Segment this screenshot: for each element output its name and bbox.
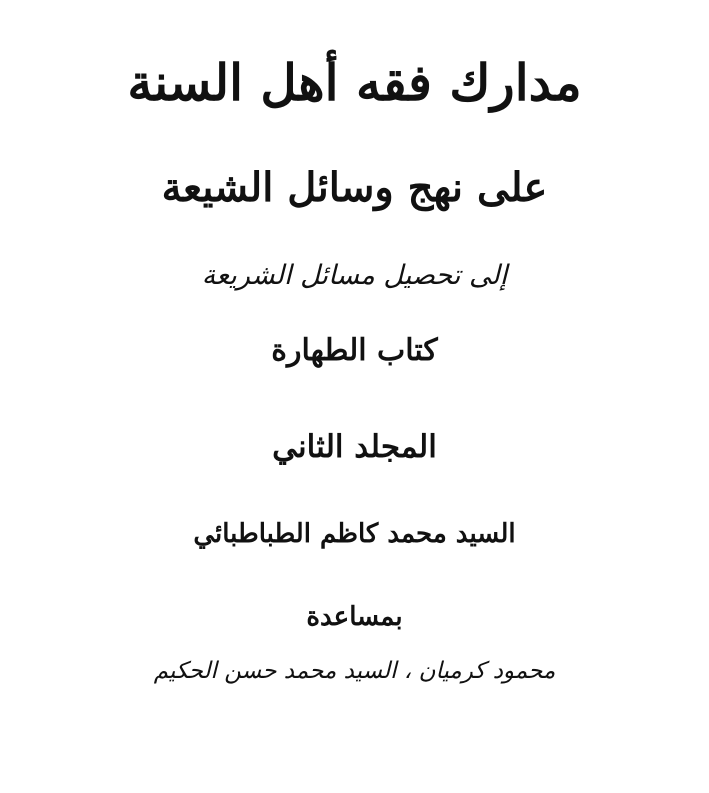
- volume-label: المجلد الثاني: [272, 429, 437, 465]
- book-subtitle-secondary: إلى تحصيل مسائل الشريعة: [201, 260, 508, 291]
- book-title: مدارك فقه أهل السنة: [127, 53, 582, 112]
- book-subtitle: على نهج وسائل الشيعة: [161, 164, 548, 211]
- assistance-label: بمساعدة: [306, 602, 403, 632]
- assistant-names: محمود كرميان ، السيد محمد حسن الحكيم: [153, 658, 556, 684]
- book-section: كتاب الطهارة: [271, 333, 438, 368]
- author-name: السيد محمد كاظم الطباطبائي: [193, 519, 516, 549]
